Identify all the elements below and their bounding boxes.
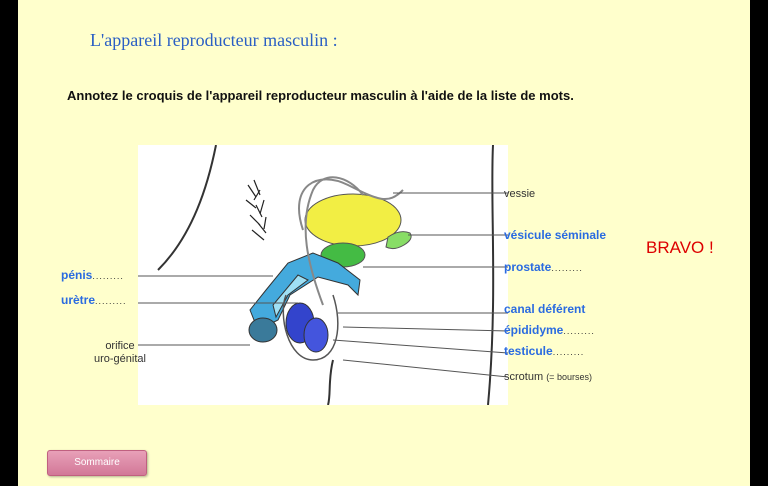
label-prostate[interactable]: prostate......... [504,260,583,274]
label-orifice-uro-genital: orifice uro-génital [94,340,146,365]
label-canal-deferent[interactable]: canal déférent [504,302,586,316]
instruction-text: Annotez le croquis de l'appareil reproducteur masculin à l'aide de la liste de mots. [67,88,574,103]
sommaire-button[interactable]: Sommaire [47,450,147,476]
label-penis[interactable]: pénis......... [61,268,124,282]
page [18,0,750,486]
label-testicule[interactable]: testicule......... [504,344,585,358]
feedback-bravo: BRAVO ! [646,238,714,257]
label-scrotum: scrotum (= bourses) [504,371,592,383]
label-uretre[interactable]: urètre......... [61,293,127,307]
label-vesicule-seminale[interactable]: vésicule séminale [504,228,607,242]
anatomy-diagram [138,145,508,405]
page-title: L'appareil reproducteur masculin : [90,30,338,50]
reproductive-system-drawing [138,145,508,405]
label-vessie: vessie [504,188,536,200]
label-epididyme[interactable]: épididyme......... [504,323,595,337]
